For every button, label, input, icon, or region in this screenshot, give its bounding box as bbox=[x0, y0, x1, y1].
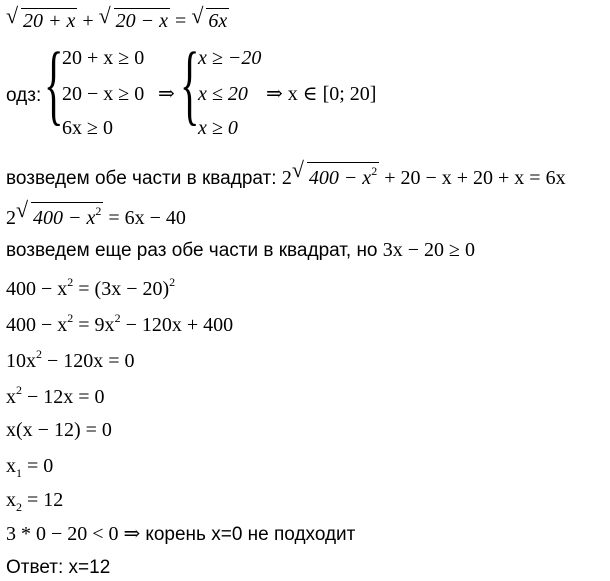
left-brace-2: { bbox=[180, 35, 200, 134]
step2-power: 2 bbox=[95, 204, 102, 218]
radical-2 bbox=[99, 8, 170, 31]
line4-part-a: x bbox=[6, 386, 16, 408]
odz-cond-3: 6x ≥ 0 bbox=[62, 117, 113, 139]
equation-line-5 bbox=[6, 420, 112, 440]
step2-radical bbox=[16, 202, 103, 228]
radicand-1: 20 + x bbox=[23, 10, 76, 32]
plus-sign: + bbox=[77, 10, 99, 32]
root-1 bbox=[6, 456, 53, 479]
line3-part-a: 10x bbox=[6, 350, 36, 372]
step1-text: возведем обе части в квадрат: bbox=[6, 168, 282, 189]
line2-part-c: − 120x + 400 bbox=[120, 314, 234, 336]
line2-part-a: 400 − x bbox=[6, 314, 68, 336]
odz-cond-1: 20 + x ≥ 0 bbox=[62, 47, 145, 69]
line1-power-a: 2 bbox=[67, 275, 74, 289]
line2-power-a: 2 bbox=[67, 311, 74, 325]
step1-radical bbox=[292, 162, 379, 188]
step-square-again bbox=[6, 240, 475, 260]
line1-part-a: 400 − x bbox=[6, 278, 68, 300]
answer: Ответ: x=12 bbox=[6, 557, 111, 578]
main-equation bbox=[6, 8, 229, 31]
step3-condition: 3x − 20 ≥ 0 bbox=[382, 239, 476, 261]
odz-result-1: x ≥ −20 bbox=[198, 47, 262, 69]
line5-part-a: x(x − 12) = 0 bbox=[6, 419, 112, 441]
root1-var: x bbox=[6, 455, 16, 477]
line3-power-a: 2 bbox=[36, 347, 42, 361]
root1-value: = 0 bbox=[22, 455, 54, 477]
odz-cond-2: 20 − x ≥ 0 bbox=[62, 83, 145, 105]
line4-part-b: − 12x = 0 bbox=[22, 386, 105, 408]
step1-coef: 2 bbox=[281, 167, 292, 189]
root-check bbox=[6, 524, 355, 544]
radical-3 bbox=[191, 8, 229, 31]
radical-1 bbox=[6, 8, 77, 31]
step2-coef: 2 bbox=[6, 207, 16, 229]
step1-power: 2 bbox=[371, 164, 378, 178]
root2-index: 2 bbox=[16, 500, 22, 514]
root-2 bbox=[6, 490, 63, 513]
step-square-both-sides bbox=[6, 162, 566, 188]
equals-sign: = bbox=[170, 10, 192, 32]
line3-part-b: − 120x = 0 bbox=[42, 350, 135, 372]
step3-text: возведем еще раз обе части в квадрат, но bbox=[6, 240, 383, 261]
step2-radicand: 400 − x bbox=[33, 207, 96, 229]
odz-label: одз: bbox=[6, 85, 42, 106]
left-brace-1: { bbox=[44, 35, 64, 134]
equation-line-2 bbox=[6, 312, 233, 335]
check-expression: 3 * 0 − 20 < 0 ⇒ bbox=[6, 523, 146, 545]
odz-result-3: x ≥ 0 bbox=[198, 117, 238, 139]
odz-domain: ⇒ x ∈ [0; 20] bbox=[266, 83, 377, 105]
implies-arrow: ⇒ bbox=[158, 83, 175, 105]
radicand-2: 20 − x bbox=[115, 10, 169, 32]
check-text: корень x=0 не подходит bbox=[145, 524, 356, 545]
root2-value: = 12 bbox=[22, 489, 64, 511]
root2-var: x bbox=[6, 489, 16, 511]
line2-power-b: 2 bbox=[114, 311, 121, 325]
radicand-3: 6x bbox=[208, 10, 228, 32]
odz-result-2: x ≤ 20 bbox=[198, 83, 248, 105]
equation-line-3 bbox=[6, 348, 135, 371]
step1-radicand: 400 − x bbox=[308, 167, 372, 189]
equation-line-4 bbox=[6, 384, 105, 407]
step-isolated-radical bbox=[6, 202, 186, 228]
line2-part-b: = 9x bbox=[73, 314, 115, 336]
equation-line-1 bbox=[6, 276, 175, 299]
step1-rest: + 20 − x + 20 + x = 6x bbox=[379, 167, 566, 189]
step2-rest: = 6x − 40 bbox=[103, 207, 186, 229]
root1-index: 1 bbox=[16, 466, 22, 480]
line1-power-b: 2 bbox=[169, 275, 176, 289]
line1-part-b: = (3x − 20) bbox=[73, 278, 170, 300]
line4-power-a: 2 bbox=[16, 383, 22, 397]
